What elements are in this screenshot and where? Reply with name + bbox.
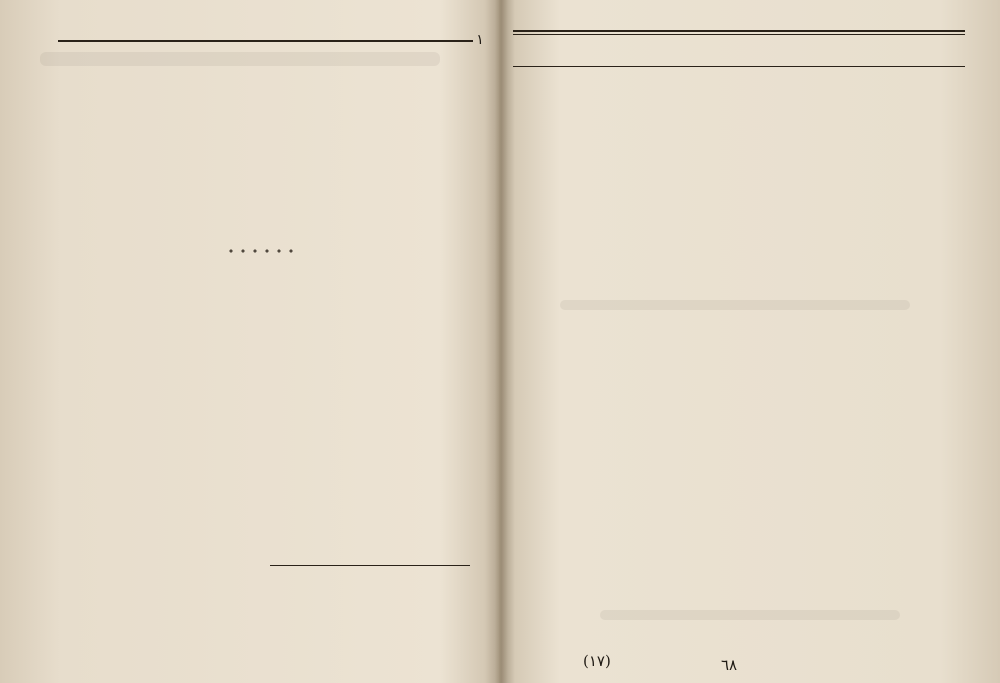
toc-title: [585, 105, 965, 125]
toc-page-number: [513, 419, 561, 439]
toc-row: [513, 502, 965, 528]
footnote-rule: [270, 565, 470, 566]
toc-title: [585, 447, 965, 467]
ornament-dots: [225, 248, 295, 254]
toc-page-number: [513, 391, 561, 411]
footnote-line-2: [55, 598, 470, 622]
toc-page-number: [513, 334, 561, 354]
header-rule-thin: [513, 34, 965, 35]
toc-row: [513, 274, 965, 300]
book-title-line-3: [160, 200, 380, 236]
toc-page-number: [513, 248, 561, 268]
toc-page-number: [513, 476, 561, 496]
toc-row: [513, 416, 965, 442]
folio-number: ٦٨: [721, 656, 738, 674]
body-line-2: [55, 312, 470, 340]
toc-row: [513, 160, 965, 186]
toc-title: [585, 418, 965, 438]
toc-page-number: [513, 448, 561, 468]
closing-line-1: [533, 555, 933, 579]
folio-paren: (١٧): [583, 652, 611, 670]
toc-title: [585, 390, 965, 410]
toc-page-number: [513, 362, 561, 382]
right-page: [503, 0, 1000, 683]
toc-row: [513, 131, 965, 157]
toc-page-number: [513, 505, 561, 525]
toc-page-number: [513, 277, 561, 297]
toc-page-number: [513, 77, 561, 97]
toc-row: [513, 217, 965, 243]
toc-title: [585, 475, 965, 495]
toc-row: [513, 331, 965, 357]
toc-title: [585, 304, 965, 324]
running-head-left: [513, 8, 693, 30]
toc-title: [585, 276, 965, 296]
toc-row: [513, 188, 965, 214]
toc-row: [513, 473, 965, 499]
toc-title: [585, 76, 965, 96]
toc-title: [585, 333, 965, 353]
footnote-line-1: [55, 572, 470, 596]
toc-row: [513, 302, 965, 328]
toc-title: [585, 190, 965, 210]
toc-title: [585, 219, 965, 239]
book-title-line-2: [100, 150, 440, 186]
body-line-4: [55, 394, 470, 422]
toc-row: [513, 103, 965, 129]
body-line-6: [55, 476, 470, 504]
toc-page-number: [513, 305, 561, 325]
toc-row: [513, 359, 965, 385]
toc-page-number: [513, 163, 561, 183]
footnote-line-4: [55, 650, 470, 674]
toc-title: [585, 162, 965, 182]
toc-row: [513, 245, 965, 271]
toc-page-number: [513, 191, 561, 211]
toc-row: [513, 74, 965, 100]
column-heading-topic: [885, 40, 965, 62]
toc-row: [513, 388, 965, 414]
toc-page-number: [513, 220, 561, 240]
closing-line-2: [533, 590, 933, 614]
toc-title: [585, 133, 965, 153]
footnote-line-3: [55, 624, 470, 648]
book-title-line-1: [78, 96, 458, 132]
toc-page-number: [513, 106, 561, 126]
body-line-3: [55, 353, 470, 381]
toc-page-number: [513, 134, 561, 154]
subheader-rule: [513, 66, 965, 67]
left-page-folio: ١: [476, 32, 484, 48]
toc-title: [585, 361, 965, 381]
closing-line-3: [593, 624, 873, 648]
body-line-9: [55, 560, 470, 564]
toc-title: [585, 504, 965, 524]
left-page: [0, 0, 497, 683]
body-line-5: [55, 435, 470, 463]
running-head-right: [765, 4, 965, 28]
basmala: [180, 44, 350, 70]
toc-row: [513, 445, 965, 471]
header-rule-thick: [513, 30, 965, 32]
toc-title: [585, 247, 965, 267]
header-rule: [58, 40, 473, 42]
body-line-1: [55, 270, 470, 298]
